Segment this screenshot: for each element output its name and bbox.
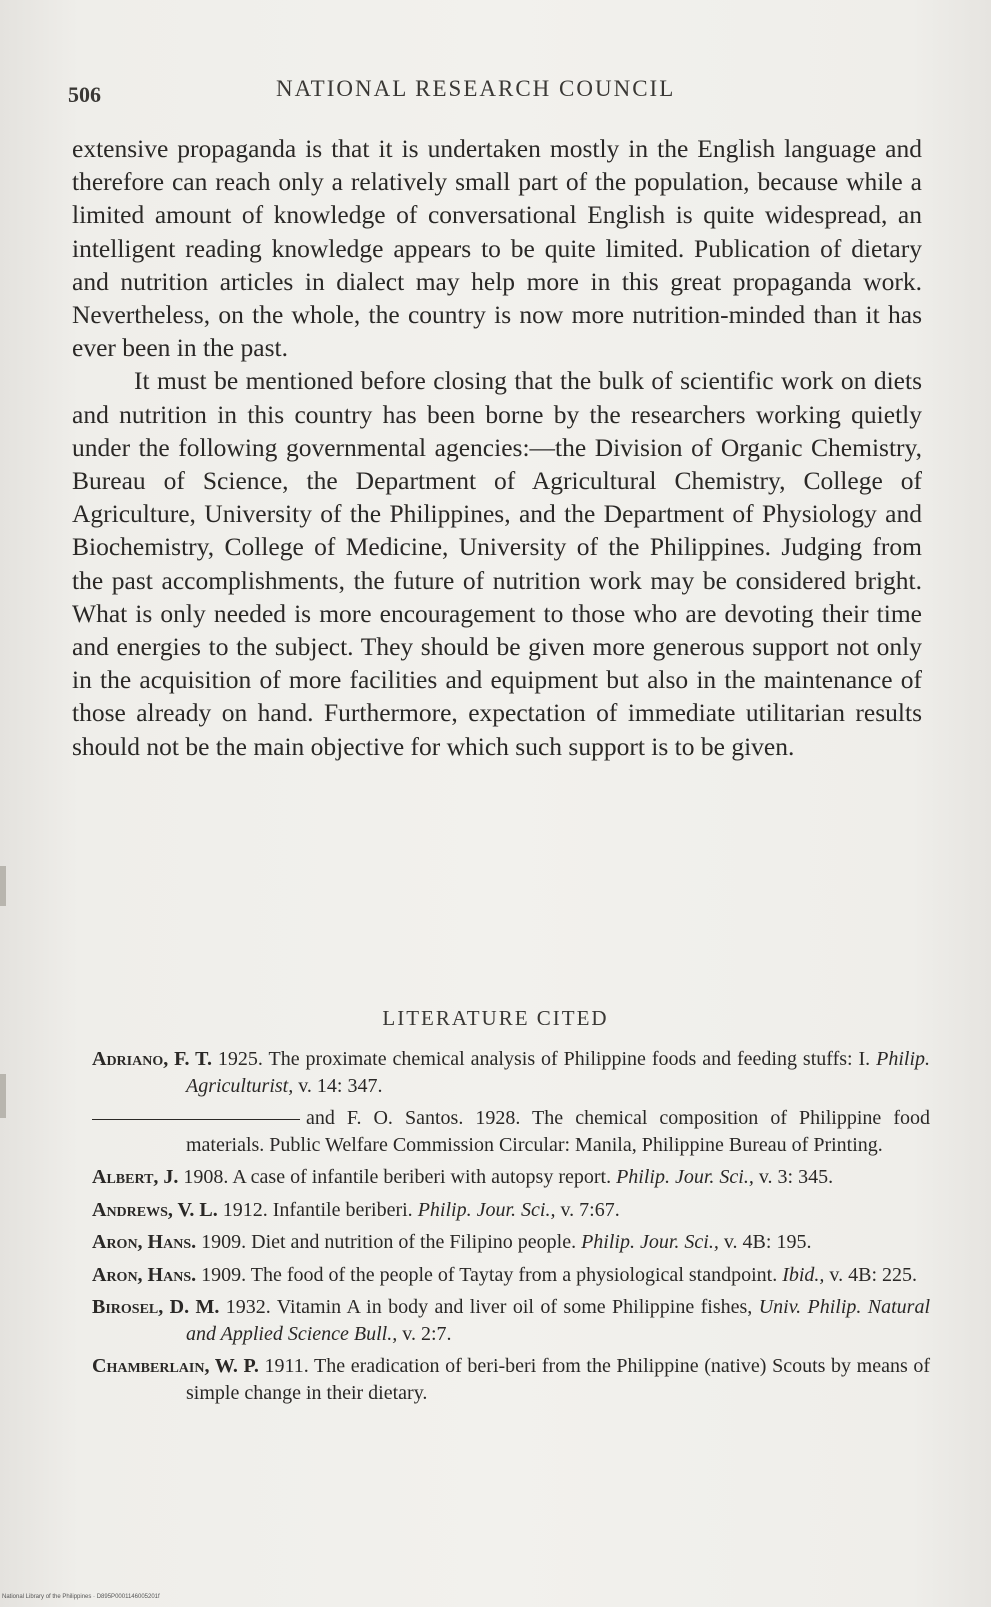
reference-volume: v. 7:67. — [555, 1198, 620, 1221]
reference-item — [92, 1353, 930, 1406]
reference-item — [92, 1197, 930, 1224]
page-number: 506 — [68, 82, 101, 107]
reference-journal: Philip. Agriculturist, — [186, 1048, 930, 1097]
section-heading: LITERATURE CITED — [382, 1006, 609, 1030]
reference-text: 1909. Diet and nutrition of the Filipino people. — [196, 1231, 582, 1253]
reference-text: 1925. The proximate chemical analysis of Philippine foods and feeding stuffs: I. — [211, 1048, 877, 1070]
reference-author: Aron, Hans. — [92, 1231, 197, 1253]
reference-volume: v. 4B: 225. — [824, 1263, 918, 1286]
reference-volume: v. 3: 345. — [753, 1166, 834, 1188]
reference-item — [92, 1164, 930, 1191]
paragraph: It must be mentioned before closing that the bulk of scientific work on diets and nutrition in this country has been borne by the researchers working quietly under the following governmental agencies:—the Division of Organic Chemistry, Bureau of Science, the Department of Agricultural Chemistry, College of Agriculture, University of the Philippines, and the Department of Physiology and Biochemistry, College of Medicine, University of the Philippines. Judging from the past accomplishments, the future of nutrition work may be considered bright. What is only needed is more encouragement to those who are devoting their time and energies to the subject. They should be given more generous support not only in the acquisition of more facilities and equipment but also in the maintenance of those already on hand. Furthermore, expectation of immediate utilitarian results should not be the main objective for which such support is to be given. — [72, 366, 922, 761]
reference-list — [92, 1046, 930, 1412]
journal-title: NATIONAL RESEARCH COUNCIL — [276, 76, 676, 101]
reference-text: 1908. A case of infantile beriberi with autopsy report. — [178, 1166, 617, 1188]
reference-item — [92, 1229, 930, 1256]
scan-edge-mark — [0, 866, 6, 906]
running-head — [68, 74, 928, 108]
reference-text: 1911. The eradication of beri-beri from the Philippine (native) Scouts by means of simple change in their dietary. — [186, 1355, 931, 1404]
paragraph: extensive propaganda is that it is undertaken mostly in the English language and therefore can reach only a relatively small part of the population, because while a limited amount of knowledge of conversational English is quite widespread, an intelligent reading knowledge appears to be quite limited. Publication of dietary and nutrition articles in dialect may help more in this great propaganda work. Nevertheless, on the whole, the country is now more nutrition-minded than it has ever been in the past. — [72, 134, 922, 363]
reference-journal: Philip. Jour. Sci., — [417, 1198, 556, 1221]
reference-journal: Philip. Jour. Sci., — [616, 1166, 754, 1188]
reference-journal: Univ. Philip. Natural and Applied Science Bull., — [186, 1296, 931, 1345]
body-text — [72, 132, 922, 763]
reference-text: 1909. The food of the people of Taytay from a physiological standpoint. — [196, 1263, 783, 1286]
reference-author: Andrews, V. L. — [92, 1198, 218, 1221]
reference-item — [92, 1046, 930, 1099]
reference-journal: Ibid., — [782, 1263, 825, 1286]
reference-item — [92, 1294, 930, 1347]
reference-author: Albert, J. — [92, 1166, 179, 1188]
ditto-rule — [92, 1119, 300, 1120]
scan-edge-mark — [0, 1074, 6, 1118]
reference-text: 1932. Vitamin A in body and liver oil of some Philippine fishes, — [219, 1296, 759, 1318]
reference-text: 1912. Infantile beriberi. — [217, 1198, 418, 1221]
reference-author: Chamberlain, W. P. — [92, 1355, 259, 1377]
reference-volume: v. 2:7. — [397, 1322, 452, 1345]
reference-journal: Philip. Jour. Sci., — [581, 1231, 719, 1253]
reference-volume: v. 4B: 195. — [718, 1231, 812, 1253]
reference-item — [92, 1105, 930, 1158]
reference-author: Aron, Hans. — [92, 1263, 197, 1286]
reference-author: Adriano, F. T. — [92, 1048, 212, 1070]
reference-text: and F. O. Santos. 1928. The chemical composition of Philippine food materials. Public Welfare Commission Circular: Manila, Philippine Bureau of Printing. — [186, 1107, 930, 1156]
reference-author: Birosel, D. M. — [92, 1296, 220, 1318]
scan-footer: National Library of the Philippines · D895P0001146005201f — [2, 1594, 160, 1600]
reference-item — [92, 1262, 930, 1289]
reference-volume: v. 14: 347. — [293, 1074, 383, 1097]
